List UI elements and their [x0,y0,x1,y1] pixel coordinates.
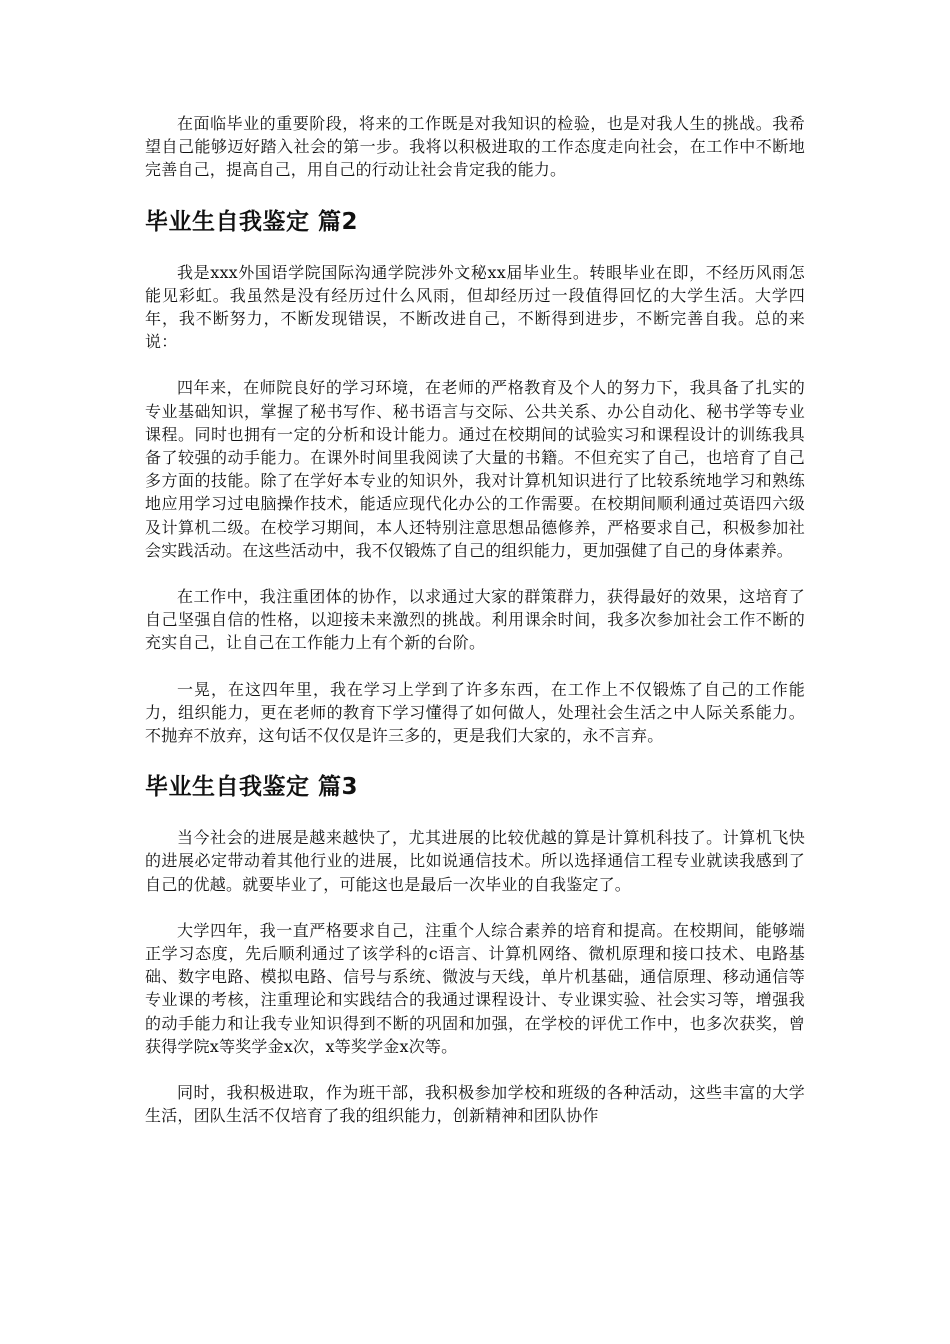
section-2 [145,205,805,748]
paragraph: 一晃，在这四年里，我在学习上学到了许多东西，在工作上不仅锻炼了自己的工作能力，组织能力，更在老师的教育下学习懂得了如何做人，处理社会生活之中人际关系能力。不抛弃不放弃，这句话不仅仅是许三多的，更是我们大家的，永不言弃。 [145,679,805,746]
intro-section [145,112,805,182]
section-3 [145,770,805,1127]
paragraph: 我是xxx外国语学院国际沟通学院涉外文秘xx届毕业生。转眼毕业在即，不经历风雨怎能见彩虹。我虽然是没有经历过什么风雨，但却经历过一段值得回忆的大学生活。大学四年，我不断努力，不断发现错误，不断改进自己，不断得到进步，不断完善自我。总的来说： [145,262,805,352]
paragraph: 在工作中，我注重团体的协作，以求通过大家的群策群力，获得最好的效果，这培育了自己坚强自信的性格，以迎接未来激烈的挑战。利用课余时间，我多次参加社会工作不断的充实自己，让自己在工作能力上有个新的台阶。 [145,587,805,653]
document-page [145,112,805,1151]
paragraph: 同时，我积极进取，作为班干部，我积极参加学校和班级的各种活动，这些丰富的大学生活，团队生活不仅培育了我的组织能力，创新精神和团队协作 [145,1083,805,1126]
section-heading: 毕业生自我鉴定 篇2 [145,208,359,235]
paragraph: 在面临毕业的重要阶段，将来的工作既是对我知识的检验，也是对我人生的挑战。我希望自己能够迈好踏入社会的第一步。我将以积极进取的工作态度走向社会，在工作中不断地完善自己，提高自己，用自己的行动让社会肯定我的能力。 [145,114,805,180]
section-heading: 毕业生自我鉴定 篇3 [145,774,359,801]
paragraph: 四年来，在师院良好的学习环境，在老师的严格教育及个人的努力下，我具备了扎实的专业基础知识，掌握了秘书写作、秘书语言与交际、公共关系、办公自动化、秘书学等专业课程。同时也拥有一定的分析和设计能力。通过在校期间的试验实习和课程设计的训练我具备了较强的动手能力。在课外时间里我阅读了大量的书籍。不但充实了自己，也培育了自己多方面的技能。除了在学好本专业的知识外，我对计算机知识进行了比较系统地学习和熟练地应用学习过电脑操作技术，能适应现代化办公的工作需要。在校期间顺利通过英语四六级及计算机二级。在校学习期间，本人还特别注意思想品德修养，严格要求自己，积极参加社会实践活动。在这些活动中，我不仅锻炼了自己的组织能力，更加强健了自己的身体素养。 [145,378,805,560]
paragraph: 当今社会的进展是越来越快了，尤其进展的比较优越的算是计算机科技了。计算机飞快的进展必定带动着其他行业的进展，比如说通信技术。所以选择通信工程专业就读我感到了自己的优越。就要毕业了，可能这也是最后一次毕业的自我鉴定了。 [145,828,805,894]
paragraph: 大学四年，我一直严格要求自己，注重个人综合素养的培育和提高。在校期间，能够端正学习态度，先后顺利通过了该学科的c语言、计算机网络、微机原理和接口技术、电路基础、数字电路、模拟电路、信号与系统、微波与天线，单片机基础，通信原理、移动通信等专业课的考核，注重理论和实践结合的我通过课程设计、专业课实验、社会实习等，增强我的动手能力和让我专业知识得到不断的巩固和加强，在学校的评优工作中，也多次获奖，曾获得学院x等奖学金x次，x等奖学金x次等。 [145,920,805,1056]
